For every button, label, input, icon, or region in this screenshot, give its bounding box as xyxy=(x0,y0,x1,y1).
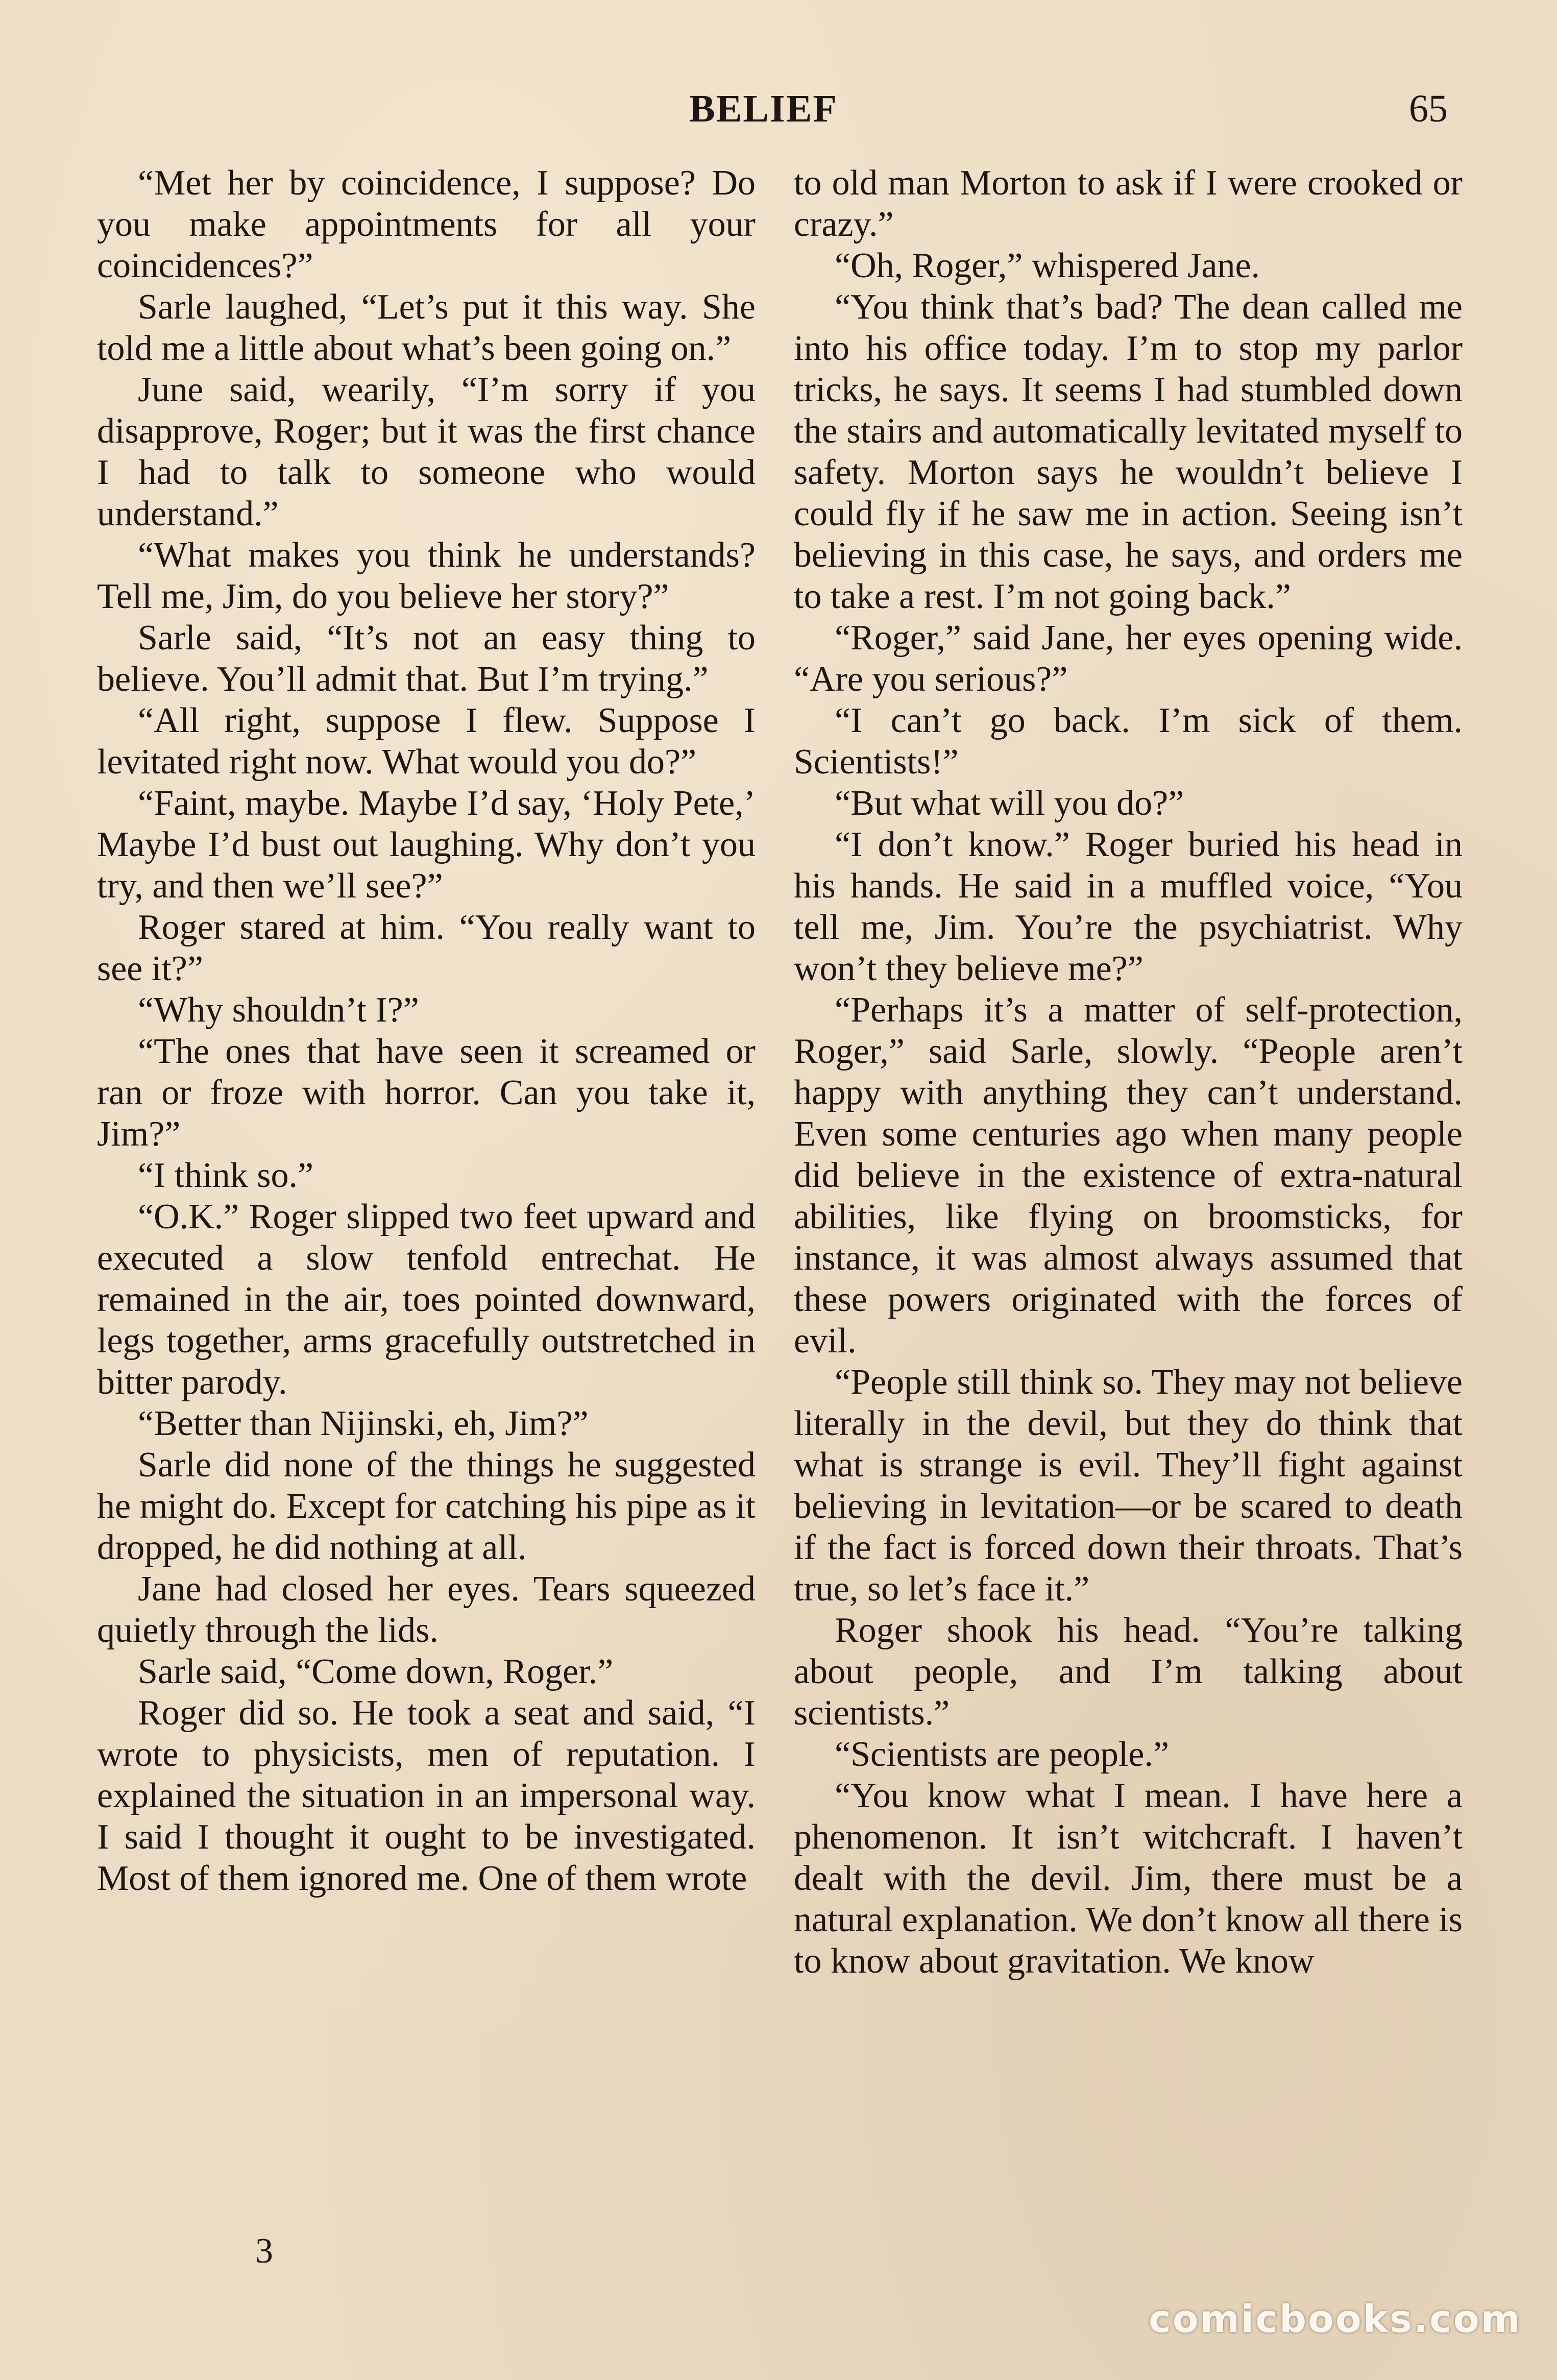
page-number: 65 xyxy=(1409,87,1448,130)
paragraph-continuation: to old man Morton to ask if I were crooked or crazy.” xyxy=(794,163,1463,244)
paragraph: Sarle did none of the things he suggested he might do. Except for catching his pipe as it dropped, he did nothing at all. xyxy=(97,1445,756,1567)
paragraph: “I don’t know.” Roger buried his head in his hands. He said in a muffled voice, “You tell me, Jim. You’re the psychiatrist. Why won’t they believe me?” xyxy=(794,825,1463,988)
running-head: BELIEF xyxy=(689,87,838,130)
paragraph: “All right, suppose I flew. Suppose I levitated right now. What would you do?” xyxy=(97,701,756,782)
paragraph: “Perhaps it’s a matter of self-protection, Roger,” said Sarle, slowly. “People aren’t happy with anything they can’t understand. Even some centuries ago when many people did believe in the existence of extra-natural abilities, like flying on broomsticks, for instance, it was almost always assumed that these powers originated with the forces of evil. xyxy=(794,990,1463,1361)
paragraph: “Scientists are people.” xyxy=(835,1735,1170,1774)
paragraph: “What makes you think he understands? Tell me, Jim, do you believe her story?” xyxy=(97,536,756,616)
paragraph: Roger did so. He took a seat and said, “I wrote to physicists, men of reputation. I explained the situation in an impersonal way. I said I thought it ought to be investigated. Most of them ignored me. One of them wrote xyxy=(97,1693,756,1898)
paragraph: “People still think so. They may not believe literally in the devil, but they do think that what is strange is evil. They’ll fight against believing in levitation—or be scared to death if the fact is forced down their throats. That’s true, so let’s face it.” xyxy=(794,1363,1463,1609)
paragraph: Sarle said, “Come down, Roger.” xyxy=(138,1652,614,1691)
paragraph: Sarle laughed, “Let’s put it this way. She told me a little about what’s been going on.” xyxy=(97,287,756,368)
paragraph: “Why shouldn’t I?” xyxy=(138,990,419,1030)
paragraph: June said, wearily, “I’m sorry if you disapprove, Roger; but it was the first chance I had to talk to someone who would understand.” xyxy=(97,370,756,533)
paragraph: Sarle said, “It’s not an easy thing to believe. You’ll admit that. But I’m trying.” xyxy=(97,618,756,699)
paragraph: “O.K.” Roger slipped two feet upward and executed a slow tenfold entrechat. He remained in the air, toes pointed downward, legs together, arms gracefully outstretched in bitter parody. xyxy=(97,1197,756,1402)
paragraph: “But what will you do?” xyxy=(835,784,1184,823)
paragraph: “Better than Nijinski, eh, Jim?” xyxy=(138,1404,589,1443)
paragraph: “The ones that have seen it screamed or ran or froze with horror. Can you take it, Jim?” xyxy=(97,1032,756,1154)
paragraph: “I think so.” xyxy=(138,1156,314,1195)
paragraph: “Oh, Roger,” whispered Jane. xyxy=(835,246,1260,285)
watermark-logo: comicbooks.com xyxy=(1149,2297,1522,2341)
paragraph: “Faint, maybe. Maybe I’d say, ‘Holy Pete,’ Maybe I’d bust out laughing. Why don’t you try, and then we’ll see?” xyxy=(97,784,756,906)
paragraph: “I can’t go back. I’m sick of them. Scientists!” xyxy=(794,701,1463,782)
paragraph: “You know what I mean. I have here a phenomenon. It isn’t witchcraft. I haven’t dealt with the devil. Jim, there must be a natural explanation. We don’t know all there is to know about gravitation. We know xyxy=(794,1776,1463,1981)
signature-mark: 3 xyxy=(255,2231,273,2271)
right-text-column xyxy=(794,162,1463,1982)
left-text-column xyxy=(97,162,756,1899)
paragraph: “You think that’s bad? The dean called me into his office today. I’m to stop my parlor tricks, he says. It seems I had stumbled down the stairs and automatically levitated myself to safety. Morton says he wouldn’t believe I could fly if he saw me in action. Seeing isn’t believing in this case, he says, and orders me to take a rest. I’m not going back.” xyxy=(794,287,1463,616)
paragraph: Roger shook his head. “You’re talking about people, and I’m talking about scientists.” xyxy=(794,1611,1463,1733)
paragraph: Jane had closed her eyes. Tears squeezed quietly through the lids. xyxy=(97,1569,756,1650)
paragraph: “Roger,” said Jane, her eyes opening wide. “Are you serious?” xyxy=(794,618,1463,699)
paragraph: “Met her by coincidence, I suppose? Do you make appointments for all your coincidences?” xyxy=(97,163,756,285)
paragraph: Roger stared at him. “You really want to see it?” xyxy=(97,908,756,988)
